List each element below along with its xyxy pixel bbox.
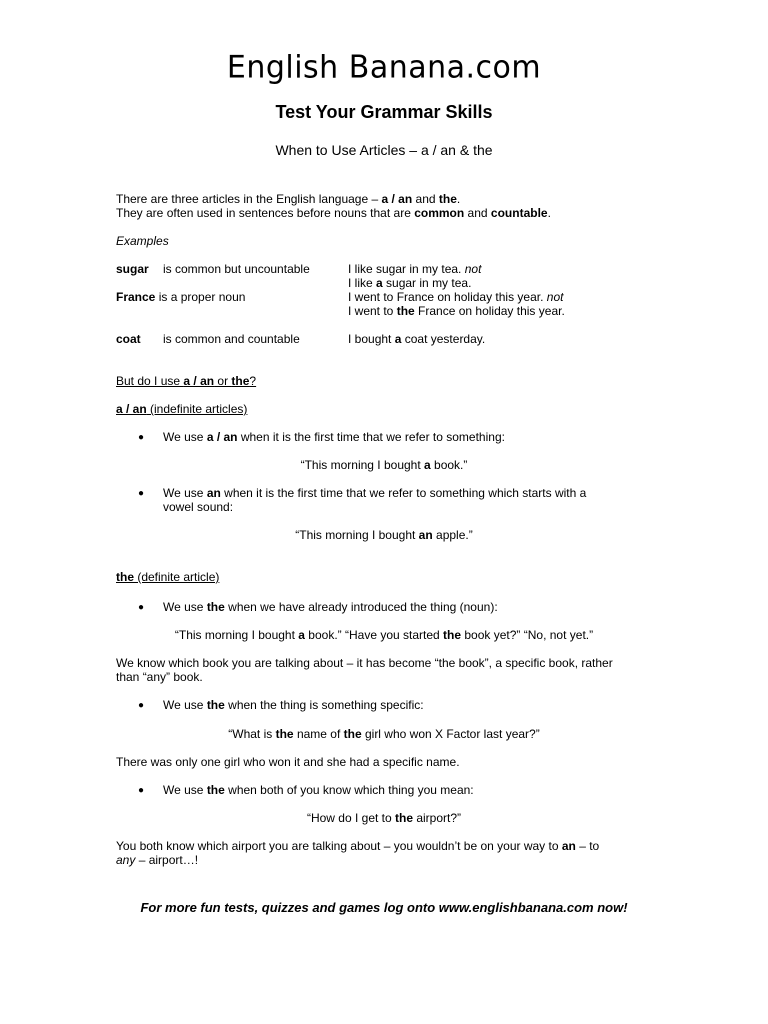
example-sugar-desc: is common but uncountable: [163, 262, 310, 276]
bullet-icon: ●: [138, 700, 145, 711]
indefinite-rule-1: We use a / an when it is the first time that we refer to something:: [163, 430, 505, 444]
definite-rule-2: We use the when the thing is something specific:: [163, 698, 424, 712]
definite-paragraph-3-line-1: You both know which airport you are talking about – you wouldn’t be on your way to an – to: [116, 839, 600, 853]
definite-paragraph-1-line-1: We know which book you are talking about – it has become “the book”, a specific book, rather: [116, 656, 613, 670]
indefinite-heading: a / an (indefinite articles): [116, 402, 248, 416]
definite-paragraph-1-line-2: than “any” book.: [116, 670, 203, 684]
site-logo: English Banana.com: [226, 49, 542, 86]
definite-rule-3: We use the when both of you know which thing you mean:: [163, 783, 474, 797]
examples-heading: Examples: [116, 234, 169, 248]
example-sugar-sentence-1: I like sugar in my tea. not: [348, 262, 482, 276]
bullet-icon: ●: [138, 785, 145, 796]
bullet-icon: ●: [138, 488, 145, 499]
question-heading: But do I use a / an or the?: [116, 374, 257, 388]
definite-paragraph-2: There was only one girl who won it and she had a specific name.: [116, 755, 460, 769]
indefinite-example-2: “This morning I bought an apple.”: [295, 528, 473, 542]
indefinite-example-1: “This morning I bought a book.”: [300, 458, 468, 472]
example-france-sentence-1: I went to France on holiday this year. not: [348, 290, 564, 304]
definite-example-1: “This morning I bought a book.” “Have you started the book yet?” “No, not yet.”: [174, 628, 594, 642]
definite-example-3: “How do I get to the airport?”: [306, 811, 462, 825]
indefinite-rule-2-cont: vowel sound:: [163, 500, 234, 514]
definite-rule-1: We use the when we have already introduced the thing (noun):: [163, 600, 498, 614]
bullet-icon: ●: [138, 432, 145, 443]
footer-promo: For more fun tests, quizzes and games log onto www.englishbanana.com now!: [140, 900, 628, 915]
example-france: France is a proper noun: [116, 290, 246, 304]
indefinite-rule-2: We use an when it is the first time that we refer to something which starts with a: [163, 486, 587, 500]
definite-heading: the (definite article): [116, 570, 220, 584]
definite-paragraph-3-line-2: any – airport…!: [116, 853, 199, 867]
page-title: Test Your Grammar Skills: [275, 102, 493, 122]
definite-example-2: “What is the name of the girl who won X Factor last year?”: [228, 727, 540, 741]
bullet-icon: ●: [138, 602, 145, 613]
intro-line-1: There are three articles in the English language – a / an and the.: [116, 192, 461, 206]
example-france-sentence-2: I went to the France on holiday this year.: [348, 304, 565, 318]
page-subtitle: When to Use Articles – a / an & the: [275, 142, 493, 158]
example-sugar-word: sugar: [116, 262, 149, 276]
example-coat-sentence: I bought a coat yesterday.: [348, 332, 486, 346]
example-sugar-sentence-2: I like a sugar in my tea.: [348, 276, 472, 290]
example-coat-word: coat: [116, 332, 141, 346]
intro-line-2: They are often used in sentences before nouns that are common and countable.: [116, 206, 551, 220]
example-coat-desc: is common and countable: [163, 332, 300, 346]
